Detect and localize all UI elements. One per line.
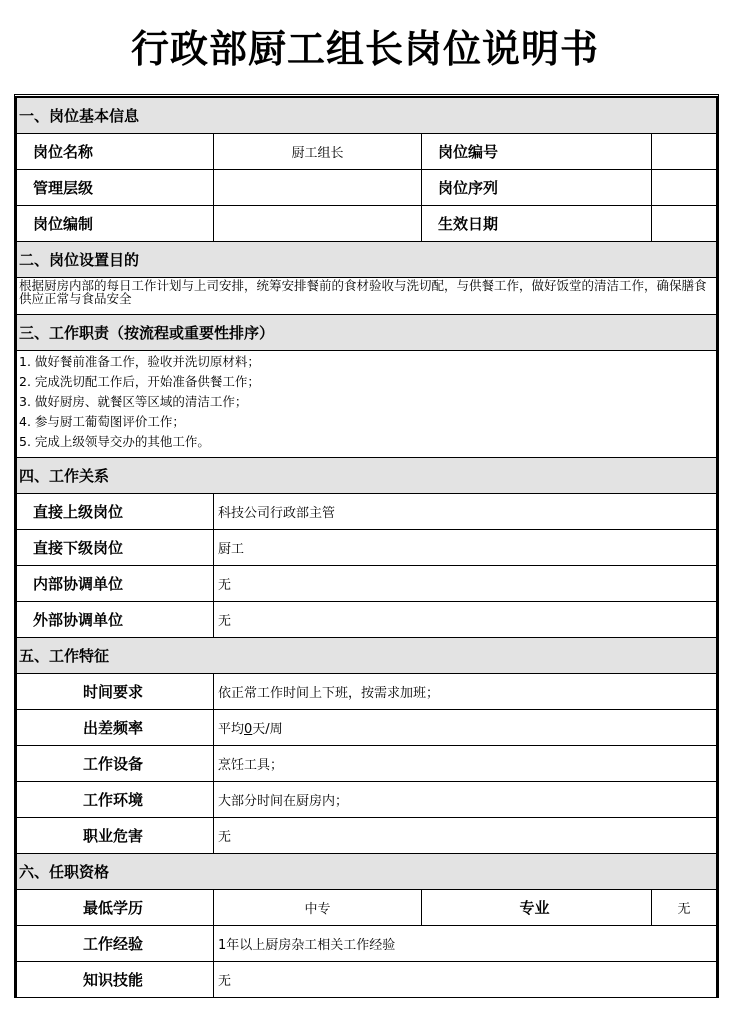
external-coord-label: 外部协调单位 bbox=[17, 602, 214, 638]
section-purpose bbox=[17, 242, 717, 278]
section-relations bbox=[17, 458, 717, 494]
major-label: 专业 bbox=[422, 890, 652, 926]
travel-prefix: 平均 bbox=[218, 722, 245, 737]
list-item: 5. 完成上级领导交办的其他工作。 bbox=[19, 434, 210, 449]
table-row bbox=[17, 134, 717, 170]
hazard-value[interactable]: 无 bbox=[214, 818, 717, 854]
position-code-value[interactable] bbox=[652, 134, 717, 170]
table-row bbox=[17, 710, 717, 746]
time-requirement-label: 时间要求 bbox=[17, 674, 214, 710]
headcount-label: 岗位编制 bbox=[17, 206, 214, 242]
table-row bbox=[17, 782, 717, 818]
superior-value[interactable]: 科技公司行政部主管 bbox=[214, 494, 717, 530]
list-item: 4. 参与厨工葡萄图评价工作； bbox=[19, 414, 185, 429]
hazard-label: 职业危害 bbox=[17, 818, 214, 854]
superior-label: 直接上级岗位 bbox=[17, 494, 214, 530]
table-row bbox=[17, 530, 717, 566]
travel-days: 0 bbox=[244, 722, 253, 737]
list-item: 2. 完成洗切配工作后，开始准备供餐工作； bbox=[19, 374, 260, 389]
internal-coord-label: 内部协调单位 bbox=[17, 566, 214, 602]
section-header: 二、岗位设置目的 bbox=[17, 242, 717, 278]
section-header: 四、工作关系 bbox=[17, 458, 717, 494]
section-header: 三、工作职责（按流程或重要性排序） bbox=[17, 315, 717, 351]
time-requirement-value[interactable]: 依正常工作时间上下班，按需求加班； bbox=[214, 674, 717, 710]
travel-frequency-value[interactable] bbox=[214, 710, 717, 746]
table-row bbox=[17, 602, 717, 638]
subordinate-value[interactable]: 厨工 bbox=[214, 530, 717, 566]
section-duties bbox=[17, 315, 717, 351]
equipment-value[interactable]: 烹饪工具； bbox=[214, 746, 717, 782]
mgmt-level-value[interactable] bbox=[214, 170, 422, 206]
table-row bbox=[17, 674, 717, 710]
major-value[interactable]: 无 bbox=[652, 890, 717, 926]
skills-label: 知识技能 bbox=[17, 962, 214, 998]
form-table bbox=[16, 97, 717, 998]
table-row bbox=[17, 351, 717, 458]
position-code-label: 岗位编号 bbox=[422, 134, 652, 170]
education-value[interactable]: 中专 bbox=[214, 890, 422, 926]
table-row bbox=[17, 566, 717, 602]
effective-date-label: 生效日期 bbox=[422, 206, 652, 242]
equipment-label: 工作设备 bbox=[17, 746, 214, 782]
table-row bbox=[17, 962, 717, 998]
section-qualifications bbox=[17, 854, 717, 890]
duties-list bbox=[17, 351, 717, 458]
table-row bbox=[17, 890, 717, 926]
table-row bbox=[17, 170, 717, 206]
table-row bbox=[17, 494, 717, 530]
sequence-value[interactable] bbox=[652, 170, 717, 206]
mgmt-level-label: 管理层级 bbox=[17, 170, 214, 206]
external-coord-value[interactable]: 无 bbox=[214, 602, 717, 638]
section-work-features bbox=[17, 638, 717, 674]
environment-label: 工作环境 bbox=[17, 782, 214, 818]
table-row bbox=[17, 206, 717, 242]
job-description-form bbox=[14, 94, 719, 998]
table-row bbox=[17, 278, 717, 315]
position-name-value[interactable]: 厨工组长 bbox=[214, 134, 422, 170]
section-header: 五、工作特征 bbox=[17, 638, 717, 674]
page-title: 行政部厨工组长岗位说明书 bbox=[130, 27, 599, 71]
position-name-label: 岗位名称 bbox=[17, 134, 214, 170]
list-item: 1. 做好餐前准备工作，验收并洗切原材料； bbox=[19, 354, 260, 369]
headcount-value[interactable] bbox=[214, 206, 422, 242]
subordinate-label: 直接下级岗位 bbox=[17, 530, 214, 566]
environment-value[interactable]: 大部分时间在厨房内； bbox=[214, 782, 717, 818]
purpose-text: 根据厨房内部的每日工作计划与上司安排，统筹安排餐前的食材验收与洗切配，与供餐工作，做好饭堂的清洁工作，确保膳食供应正常与食品安全 bbox=[17, 278, 717, 315]
section-header: 一、岗位基本信息 bbox=[17, 98, 717, 134]
effective-date-value[interactable] bbox=[652, 206, 717, 242]
travel-suffix: 天/周 bbox=[252, 722, 283, 737]
education-label: 最低学历 bbox=[17, 890, 214, 926]
table-row bbox=[17, 818, 717, 854]
list-item: 3. 做好厨房、就餐区等区域的清洁工作； bbox=[19, 394, 248, 409]
experience-label: 工作经验 bbox=[17, 926, 214, 962]
internal-coord-value[interactable]: 无 bbox=[214, 566, 717, 602]
skills-value[interactable]: 无 bbox=[214, 962, 717, 998]
section-basic-info bbox=[17, 98, 717, 134]
experience-value[interactable]: 1年以上厨房杂工相关工作经验 bbox=[214, 926, 717, 962]
section-header: 六、任职资格 bbox=[17, 854, 717, 890]
table-row bbox=[17, 746, 717, 782]
table-row bbox=[17, 926, 717, 962]
travel-frequency-label: 出差频率 bbox=[17, 710, 214, 746]
sequence-label: 岗位序列 bbox=[422, 170, 652, 206]
